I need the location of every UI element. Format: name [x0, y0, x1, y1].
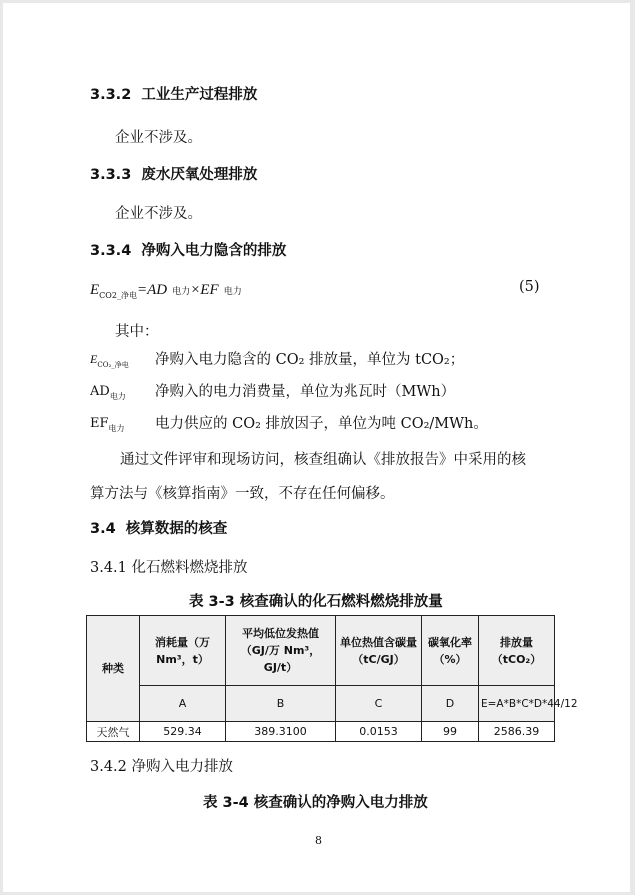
header-consumption: 消耗量（万 Nm³，t）	[140, 616, 226, 686]
section-heading-3-4-1: 3.4.1 化石燃料燃烧排放	[90, 560, 248, 576]
section-heading-3-4-2: 3.4.2 净购入电力排放	[90, 759, 234, 775]
cell-d: 99	[422, 722, 479, 742]
section-heading-3-3-2: 3.3.2 工业生产过程排放	[90, 87, 258, 103]
definition-text-e: 净购入电力隐含的 CO₂ 排放量，单位为 tCO₂；	[155, 352, 465, 368]
letter-a: A	[140, 686, 226, 722]
letter-b: B	[226, 686, 336, 722]
definition-symbol-ef: $EF_{电力}$	[90, 416, 125, 434]
where-label: 其中：	[115, 324, 159, 340]
section-body-3-3-3: 企业不涉及。	[115, 206, 202, 222]
cell-b: 389.3100	[226, 722, 336, 742]
letter-c: C	[336, 686, 422, 722]
definition-text-ef: 电力供应的 CO₂ 排放因子，单位为吨 CO₂/MWh。	[155, 416, 488, 432]
definition-symbol-e: $E_{CO_2\_净电}$	[90, 352, 129, 370]
header-kind: 种类	[87, 616, 140, 722]
section-body-3-3-2: 企业不涉及。	[115, 130, 202, 146]
cell-a: 529.34	[140, 722, 226, 742]
section-heading-3-3-3: 3.3.3 废水厌氧处理排放	[90, 167, 258, 183]
table-header-row	[87, 616, 555, 686]
paragraph-line-1: 通过文件评审和现场访问，核查组确认《排放报告》中采用的核	[120, 452, 526, 468]
cell-kind: 天然气	[87, 722, 140, 742]
cell-c: 0.0153	[336, 722, 422, 742]
header-oxidation-rate: 碳氧化率（%）	[422, 616, 479, 686]
section-heading-3-3-4: 3.3.4 净购入电力隐含的排放	[90, 243, 287, 259]
table-3-4-caption: 表 3-4 核查确认的净购入电力排放	[203, 795, 428, 811]
page-number: 8	[315, 834, 322, 847]
definition-text-ad: 净购入的电力消费量，单位为兆瓦时（MWh）	[155, 384, 456, 400]
header-ncv: 平均低位发热值（GJ/万 Nm³，GJ/t）	[226, 616, 336, 686]
document-page	[3, 3, 630, 892]
paragraph-line-2: 算方法与《核算指南》一致，不存在任何偏移。	[90, 486, 395, 502]
table-letter-row	[87, 686, 555, 722]
header-emission: 排放量（tCO₂）	[479, 616, 555, 686]
cell-e: 2586.39	[479, 722, 555, 742]
definition-symbol-ad: $AD_{电力}$	[90, 384, 126, 402]
letter-e-formula: E=A*B*C*D*44/12	[479, 686, 555, 722]
table-3-3-caption: 表 3-3 核查确认的化石燃料燃烧排放量	[189, 594, 443, 610]
header-carbon-content: 单位热值含碳量（tC/GJ）	[336, 616, 422, 686]
table-3-3	[86, 615, 578, 742]
letter-d: D	[422, 686, 479, 722]
formula-number: (5)	[519, 279, 540, 295]
section-heading-3-4: 3.4 核算数据的核查	[90, 521, 228, 537]
formula-5: $E_{CO2\_净电}=AD$ 电力×EF 电力	[90, 282, 242, 301]
table-row	[87, 722, 555, 742]
